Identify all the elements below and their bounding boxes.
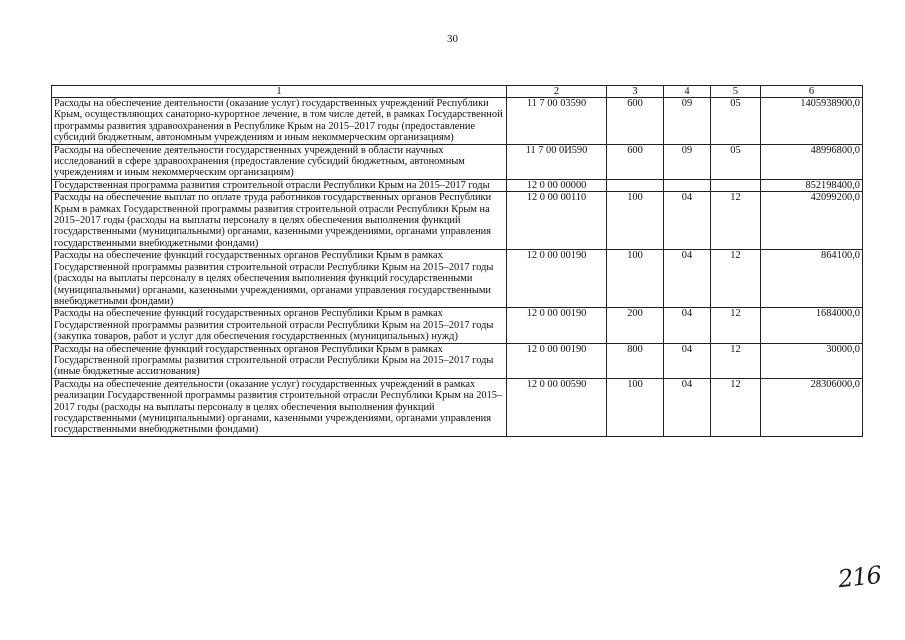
row-amount: 30000,0	[761, 343, 863, 378]
table-row	[52, 308, 863, 343]
row-section: 04	[664, 343, 711, 378]
row-target-code: 12 0 00 00590	[507, 378, 607, 436]
table-row	[52, 179, 863, 191]
row-section: 04	[664, 192, 711, 250]
row-target-code: 12 0 00 00000	[507, 179, 607, 191]
column-header-section: 4	[664, 86, 711, 98]
row-amount: 852198400,0	[761, 179, 863, 191]
table-row	[52, 144, 863, 179]
table-row	[52, 192, 863, 250]
row-description: Расходы на обеспечение функций государственных органов Республики Крым в рамках Государственной программы развития строительной отрасли Республики Крым на 2015–2017 годы (расходы на выплаты персоналу в целях обеспечения выполнения функций государственными (муниципальными) органами, казенными учреждениями, органами управления государственными внебюджетными фондами)	[52, 250, 507, 308]
row-section: 04	[664, 250, 711, 308]
row-description: Расходы на обеспечение функций государственных органов Республики Крым в рамках Государственной программы развития строительной отрасли Республики Крым на 2015–2017 годы (закупка товаров, работ и услуг для обеспечения государственных (муниципальных) нужд)	[52, 308, 507, 343]
row-amount: 1405938900,0	[761, 98, 863, 145]
row-expense-type: 800	[607, 343, 664, 378]
row-section	[664, 179, 711, 191]
row-expense-type: 200	[607, 308, 664, 343]
row-section: 09	[664, 144, 711, 179]
row-description: Расходы на обеспечение деятельности (оказание услуг) государственных учреждений Республики Крым, осуществляющих санаторно-курортное лечение, в том числе детей, в рамках Государственной программы развития здравоохранения в Республике Крым на 2015–2017 годы (предоставление субсидий бюджетным, автономным учреждениям и иным некоммерческим организациям)	[52, 98, 507, 145]
row-subsection: 05	[711, 144, 761, 179]
row-subsection: 05	[711, 98, 761, 145]
row-expense-type	[607, 179, 664, 191]
row-amount: 28306000,0	[761, 378, 863, 436]
row-description: Расходы на обеспечение деятельности (оказание услуг) государственных учреждений в рамках реализации Государственной программы развития строительной отрасли Республики Крым на 2015–2017 годы (расходы на выплаты персоналу в целях обеспечения выполнения функций государственными (муниципальными) органами, казенными учреждениями, органами управления государственными внебюджетными фондами)	[52, 378, 507, 436]
row-section: 04	[664, 378, 711, 436]
row-target-code: 12 0 00 00190	[507, 308, 607, 343]
row-expense-type: 100	[607, 250, 664, 308]
row-amount: 864100,0	[761, 250, 863, 308]
row-target-code: 11 7 00 0И590	[507, 144, 607, 179]
row-target-code: 12 0 00 00190	[507, 250, 607, 308]
row-expense-type: 600	[607, 144, 664, 179]
table-row	[52, 378, 863, 436]
row-expense-type: 600	[607, 98, 664, 145]
column-header-description: 1	[52, 86, 507, 98]
row-target-code: 12 0 00 00110	[507, 192, 607, 250]
column-header-amount: 6	[761, 86, 863, 98]
table-row	[52, 250, 863, 308]
page-number: 30	[447, 33, 458, 45]
row-amount: 1684000,0	[761, 308, 863, 343]
row-amount: 42099200,0	[761, 192, 863, 250]
table-row	[52, 343, 863, 378]
header-row	[52, 86, 863, 98]
row-target-code: 12 0 00 00190	[507, 343, 607, 378]
row-section: 09	[664, 98, 711, 145]
row-subsection: 12	[711, 343, 761, 378]
table-row	[52, 98, 863, 145]
row-subsection: 12	[711, 378, 761, 436]
budget-table	[51, 85, 863, 437]
row-expense-type: 100	[607, 378, 664, 436]
row-description: Расходы на обеспечение функций государственных органов Республики Крым в рамках Государственной программы развития строительной отрасли Республики Крым на 2015–2017 годы (иные бюджетные ассигнования)	[52, 343, 507, 378]
row-target-code: 11 7 00 03590	[507, 98, 607, 145]
row-description: Расходы на обеспечение выплат по оплате труда работников государственных органов Республики Крым в рамках Государственной программы развития строительной отрасли Республики Крым на 2015–2017 годы (расходы на выплаты персоналу в целях обеспечения выполнения функций государственными (муниципальными) органами, казенными учреждениями, органами управления государственными внебюджетными фондами)	[52, 192, 507, 250]
row-amount: 48996800,0	[761, 144, 863, 179]
row-description: Расходы на обеспечение деятельности государственных учреждений в области научных исследований в сфере здравоохранения (предоставление субсидий бюджетным, автономным учреждениям и иным некоммерческим организациям)	[52, 144, 507, 179]
row-section: 04	[664, 308, 711, 343]
row-subsection: 12	[711, 192, 761, 250]
column-header-expense-type: 3	[607, 86, 664, 98]
row-expense-type: 100	[607, 192, 664, 250]
handwritten-page-note: 216	[836, 560, 883, 594]
row-subsection	[711, 179, 761, 191]
row-subsection: 12	[711, 308, 761, 343]
row-subsection: 12	[711, 250, 761, 308]
column-header-code: 2	[507, 86, 607, 98]
column-header-subsection: 5	[711, 86, 761, 98]
row-description: Государственная программа развития строительной отрасли Республики Крым на 2015–2017 годы	[52, 179, 507, 191]
